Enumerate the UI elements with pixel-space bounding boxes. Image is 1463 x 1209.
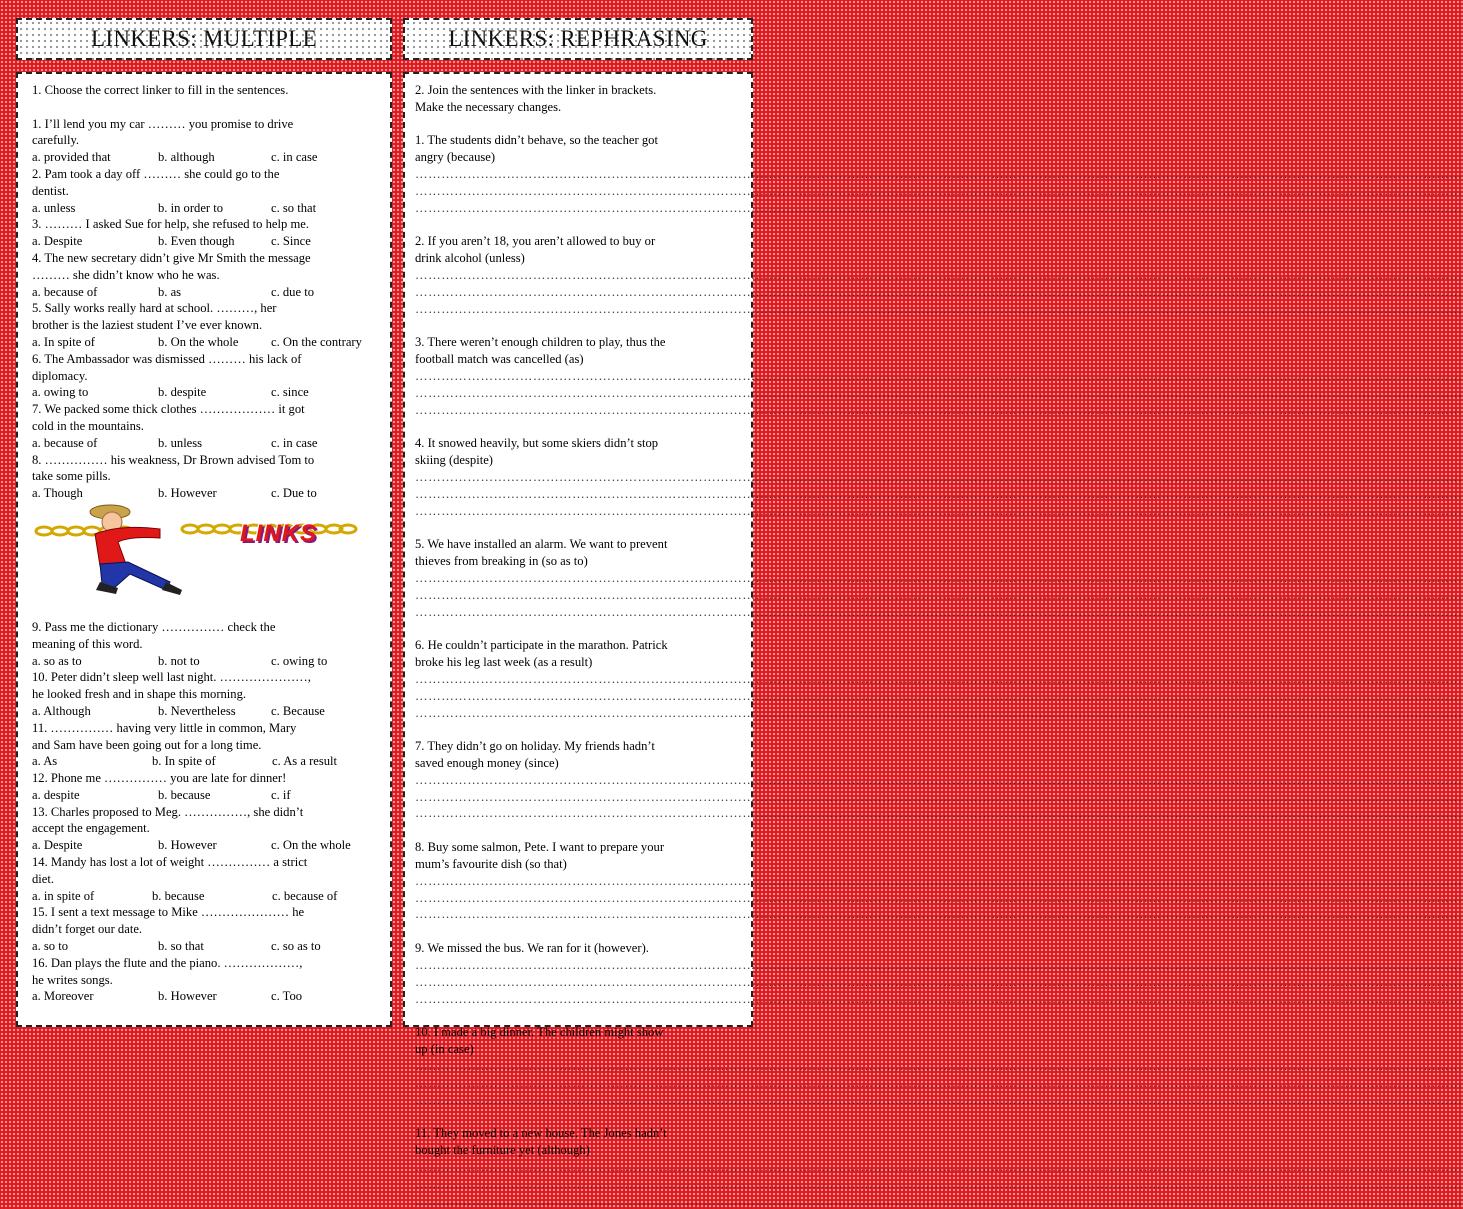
rephrasing-prompt: 6. He couldn’t participate in the marathon. Patrick [415, 638, 668, 653]
answer-line[interactable]: …………………………………………………………………………………………………………………………………………………………………………………………………………………… [415, 958, 1463, 973]
exercise-2-instruction [415, 82, 745, 116]
answer-line[interactable]: …………………………………………………………………………………………………………………………………………………………………………………………………………………… [415, 806, 1463, 821]
chain-pulling-man-image [30, 502, 360, 603]
question-text: he looked fresh and in shape this morning. [32, 687, 247, 702]
answer-options [32, 653, 384, 670]
answer-option[interactable]: b. as [158, 284, 182, 299]
question-text: diet. [32, 871, 55, 886]
rephrasing-prompt: drink alcohol (unless) [415, 251, 525, 266]
answer-option[interactable]: b. Nevertheless [158, 703, 236, 718]
answer-line[interactable]: …………………………………………………………………………………………………………………………………………………………………………………………………………………… [415, 284, 1463, 299]
answer-option[interactable]: c. Due to [271, 486, 317, 501]
answer-option[interactable]: c. As a result [272, 754, 338, 769]
answer-option[interactable]: a. unless [32, 200, 76, 215]
question-text: didn’t forget our date. [32, 922, 143, 937]
answer-option[interactable]: a. Despite [32, 234, 83, 249]
answer-line[interactable]: …………………………………………………………………………………………………………………………………………………………………………………………………………………… [415, 1092, 1463, 1107]
right-column [403, 18, 1463, 1208]
answer-line[interactable]: …………………………………………………………………………………………………………………………………………………………………………………………………………………… [415, 1176, 1463, 1191]
question-text: 9. Pass me the dictionary …………… check the [32, 619, 276, 634]
question-text: 6. The Ambassador was dismissed ……… his lack of [32, 351, 302, 366]
answer-line[interactable]: …………………………………………………………………………………………………………………………………………………………………………………………………………………… [415, 604, 1463, 619]
answer-option[interactable]: b. not to [158, 653, 200, 668]
answer-option[interactable]: b. In spite of [152, 754, 216, 769]
rephrasing-prompt: 9. We missed the bus. We ran for it (however). [415, 941, 649, 956]
answer-options [32, 888, 384, 905]
answer-option[interactable]: c. so that [271, 200, 317, 215]
question-text: 12. Phone me …………… you are late for dinner! [32, 771, 287, 786]
answer-line[interactable]: …………………………………………………………………………………………………………………………………………………………………………………………………………………… [415, 671, 1463, 686]
question-text: 7. We packed some thick clothes ……………… it got [32, 402, 305, 417]
answer-option[interactable]: b. because [158, 787, 211, 802]
answer-line[interactable]: …………………………………………………………………………………………………………………………………………………………………………………………………………………… [415, 705, 1463, 720]
rephrasing-item [415, 839, 1463, 923]
question-text: 3. ……… I asked Sue for help, she refused to help me. [32, 217, 309, 232]
answer-option[interactable]: b. Even though [158, 234, 235, 249]
answer-option[interactable]: b. although [158, 150, 215, 165]
rephrasing-prompt: angry (because) [415, 150, 496, 165]
question-text: 8. …………… his weakness, Dr Brown advised Tom to [32, 452, 315, 467]
question-text: meaning of this word. [32, 636, 143, 651]
answer-option[interactable]: b. despite [158, 385, 207, 400]
answer-line[interactable]: …………………………………………………………………………………………………………………………………………………………………………………………………………………… [415, 385, 1463, 400]
answer-line[interactable]: …………………………………………………………………………………………………………………………………………………………………………………………………………………… [415, 1160, 1463, 1175]
rephrasing-item [415, 940, 1463, 1007]
rephrasing-item [415, 435, 1463, 519]
rephrasing-prompt: broke his leg last week (as a result) [415, 655, 593, 670]
answer-option[interactable]: c. so as to [271, 939, 321, 954]
question-text: ……… she didn’t know who he was. [32, 267, 220, 282]
question-text: 4. The new secretary didn’t give Mr Smith the message [32, 250, 311, 265]
answer-option[interactable]: c. owing to [271, 653, 328, 668]
answer-line[interactable]: …………………………………………………………………………………………………………………………………………………………………………………………………………………… [415, 267, 1463, 282]
answer-line[interactable]: …………………………………………………………………………………………………………………………………………………………………………………………………………………… [415, 1193, 1463, 1208]
answer-options [32, 149, 384, 166]
answer-option[interactable]: a. because of [32, 284, 98, 299]
question-item [32, 250, 384, 300]
answer-options [32, 703, 384, 720]
answer-line[interactable]: …………………………………………………………………………………………………………………………………………………………………………………………………………………… [415, 890, 1463, 905]
answer-line[interactable]: …………………………………………………………………………………………………………………………………………………………………………………………………………………… [415, 1059, 1463, 1074]
answer-line[interactable]: …………………………………………………………………………………………………………………………………………………………………………………………………………………… [415, 368, 1463, 383]
question-text: diplomacy. [32, 368, 88, 383]
question-text: 15. I sent a text message to Mike ………………… he [32, 905, 305, 920]
instruction-line: Make the necessary changes. [415, 99, 562, 114]
rephrasing-prompt: 4. It snowed heavily, but some skiers didn’t stop [415, 436, 659, 451]
answer-line[interactable]: …………………………………………………………………………………………………………………………………………………………………………………………………………………… [415, 570, 1463, 585]
rephrasing-prompt: thieves from breaking in (so as to) [415, 554, 588, 569]
question-item [32, 401, 384, 451]
answer-line[interactable]: …………………………………………………………………………………………………………………………………………………………………………………………………………………… [415, 688, 1463, 703]
rephrasing-prompt: saved enough money (since) [415, 756, 559, 771]
rephrasing-prompt: up (in case) [415, 1042, 474, 1057]
answer-option[interactable]: c. Because [271, 703, 325, 718]
answer-line[interactable]: …………………………………………………………………………………………………………………………………………………………………………………………………………………… [415, 183, 1463, 198]
answer-option[interactable]: c. due to [271, 284, 315, 299]
answer-line[interactable]: …………………………………………………………………………………………………………………………………………………………………………………………………………………… [415, 166, 1463, 181]
answer-line[interactable]: …………………………………………………………………………………………………………………………………………………………………………………………………………………… [415, 469, 1463, 484]
rephrasing-item [415, 233, 1463, 317]
answer-line[interactable]: …………………………………………………………………………………………………………………………………………………………………………………………………………………… [415, 587, 1463, 602]
question-text: 16. Dan plays the flute and the piano. ………………, [32, 955, 303, 970]
answer-options [32, 435, 384, 452]
rephrasing-prompt: skiing (despite) [415, 453, 493, 468]
question-text: 5. Sally works really hard at school. ………, her [32, 301, 277, 316]
question-text: 2. Pam took a day off ……… she could go to the [32, 166, 280, 181]
answer-option[interactable]: b. unless [158, 435, 203, 450]
rephrasing-prompt: 2. If you aren’t 18, you aren’t allowed to buy or [415, 234, 656, 249]
answer-option[interactable]: a. so to [32, 939, 69, 954]
answer-line[interactable]: …………………………………………………………………………………………………………………………………………………………………………………………………………………… [415, 991, 1463, 1006]
question-item [32, 166, 384, 216]
question-item [32, 720, 384, 770]
answer-option[interactable]: a. In spite of [32, 334, 95, 349]
answer-options [32, 284, 384, 301]
answer-line[interactable]: …………………………………………………………………………………………………………………………………………………………………………………………………………………… [415, 974, 1463, 989]
answer-options [32, 200, 384, 217]
question-item [32, 669, 384, 719]
question-list-part-2 [32, 619, 384, 1005]
rephrasing-prompt: 5. We have installed an alarm. We want to prevent [415, 537, 668, 552]
answer-option[interactable]: c. if [271, 787, 291, 802]
question-item [32, 351, 384, 401]
exercise-1-instruction: 1. Choose the correct linker to fill in the sentences. [32, 83, 289, 97]
rephrasing-prompt: bought the furniture yet (although) [415, 1143, 590, 1158]
rephrasing-item [415, 1125, 1463, 1209]
answer-option[interactable]: a. As [32, 754, 58, 769]
question-item [32, 904, 384, 954]
answer-option[interactable]: c. Too [271, 989, 303, 1004]
right-title: LINKERS: REPHRASING [448, 26, 708, 51]
answer-option[interactable]: a. so as to [32, 653, 82, 668]
left-title: LINKERS: MULTIPLE [91, 26, 317, 51]
right-title-box [403, 18, 753, 60]
answer-options [32, 988, 384, 1005]
answer-line[interactable]: …………………………………………………………………………………………………………………………………………………………………………………………………………………… [415, 1075, 1463, 1090]
answer-line[interactable]: …………………………………………………………………………………………………………………………………………………………………………………………………………………… [415, 503, 1463, 518]
answer-option[interactable]: c. since [271, 385, 309, 400]
rephrasing-item [415, 536, 1463, 620]
rephrasing-item [415, 1024, 1463, 1108]
question-item [32, 216, 384, 250]
question-item [32, 116, 384, 166]
rephrasing-prompt: football match was cancelled (as) [415, 352, 584, 367]
answer-option[interactable]: b. However [158, 486, 217, 501]
question-item [32, 452, 384, 502]
answer-options [32, 938, 384, 955]
answer-line[interactable]: …………………………………………………………………………………………………………………………………………………………………………………………………………………… [415, 907, 1463, 922]
answer-options [32, 787, 384, 804]
rephrasing-prompt: 11. They moved to a new house. The Jones hadn’t [415, 1126, 667, 1141]
rephrasing-prompt: 3. There weren’t enough children to play, thus the [415, 335, 666, 350]
answer-option[interactable]: b. On the whole [158, 334, 239, 349]
answer-option[interactable]: a. Moreover [32, 989, 94, 1004]
rephrasing-prompt: 1. The students didn’t behave, so the teacher got [415, 133, 658, 148]
answer-option[interactable]: a. owing to [32, 385, 89, 400]
rephrasing-prompt: 10. I made a big dinner. The children might show [415, 1025, 664, 1040]
instruction-line: 2. Join the sentences with the linker in brackets. [415, 83, 657, 97]
question-text: 11. …………… having very little in common, Mary [32, 720, 297, 735]
answer-option[interactable]: c. On the whole [271, 838, 351, 853]
answer-option[interactable]: a. in spite of [32, 888, 95, 903]
answer-option[interactable]: a. despite [32, 787, 80, 802]
left-title-box [16, 18, 392, 60]
answer-option[interactable]: b. in order to [158, 200, 224, 215]
left-column [16, 18, 392, 1004]
rephrasing-item [415, 738, 1463, 822]
answer-option[interactable]: b. However [158, 989, 217, 1004]
answer-option[interactable]: a. Though [32, 486, 83, 501]
rephrasing-item [415, 132, 1463, 216]
answer-option[interactable]: c. in case [271, 150, 318, 165]
man-icon [90, 505, 182, 595]
question-item [32, 955, 384, 1005]
answer-options [32, 384, 384, 401]
answer-option[interactable]: a. because of [32, 435, 98, 450]
answer-line[interactable]: …………………………………………………………………………………………………………………………………………………………………………………………………………………… [415, 200, 1463, 215]
question-item [32, 854, 384, 904]
answer-option[interactable]: b. However [158, 838, 217, 853]
answer-option[interactable]: c. On the contrary [271, 334, 362, 349]
answer-line[interactable]: …………………………………………………………………………………………………………………………………………………………………………………………………………………… [415, 301, 1463, 316]
question-text: and Sam have been going out for a long time. [32, 737, 262, 752]
question-text: carefully. [32, 133, 80, 148]
answer-option[interactable]: a. Although [32, 703, 91, 718]
answer-option[interactable]: a. provided that [32, 150, 111, 165]
question-text: take some pills. [32, 469, 111, 484]
answer-line[interactable]: …………………………………………………………………………………………………………………………………………………………………………………………………………………… [415, 772, 1463, 787]
answer-option[interactable]: b. so that [158, 939, 204, 954]
links-word-art: LINKS [240, 519, 317, 547]
question-text: 10. Peter didn’t sleep well last night. …………………, [32, 670, 311, 685]
answer-options [32, 233, 384, 250]
answer-options [32, 753, 384, 770]
answer-option[interactable]: c. in case [271, 435, 318, 450]
question-text: brother is the laziest student I’ve ever known. [32, 318, 263, 333]
answer-options [32, 837, 384, 854]
question-text: 14. Mandy has lost a lot of weight …………… a strict [32, 855, 308, 870]
question-text: he writes songs. [32, 972, 113, 987]
question-item [32, 300, 384, 350]
question-item [32, 804, 384, 854]
answer-line[interactable]: …………………………………………………………………………………………………………………………………………………………………………………………………………………… [415, 873, 1463, 888]
answer-line[interactable]: …………………………………………………………………………………………………………………………………………………………………………………………………………………… [415, 789, 1463, 804]
answer-options [32, 485, 384, 502]
rephrasing-item [415, 637, 1463, 721]
answer-option[interactable]: c. Since [271, 234, 311, 249]
rephrasing-prompt: 7. They didn’t go on holiday. My friends hadn’t [415, 739, 655, 754]
question-text: 1. I’ll lend you my car ……… you promise to drive [32, 116, 294, 131]
answer-option[interactable]: a. Despite [32, 838, 83, 853]
question-text: cold in the mountains. [32, 418, 144, 433]
rephrasing-prompt: 8. Buy some salmon, Pete. I want to prepare your [415, 840, 665, 855]
multiple-choice-exercise [16, 72, 392, 1027]
answer-line[interactable]: …………………………………………………………………………………………………………………………………………………………………………………………………………………… [415, 486, 1463, 501]
rephrasing-exercise [403, 72, 1463, 1208]
rephrasing-item [415, 334, 1463, 418]
answer-option[interactable]: c. because of [272, 888, 338, 903]
question-text: 13. Charles proposed to Meg. ……………, she didn’t [32, 804, 304, 819]
rephrasing-prompt: mum’s favourite dish (so that) [415, 857, 567, 872]
question-list-part-1 [32, 116, 384, 502]
answer-options [32, 334, 384, 351]
answer-line[interactable]: …………………………………………………………………………………………………………………………………………………………………………………………………………………… [415, 402, 1463, 417]
links-illustration [30, 502, 384, 603]
rephrasing-list [415, 132, 1463, 1209]
question-item [32, 770, 384, 804]
question-text: dentist. [32, 183, 69, 198]
answer-option[interactable]: b. because [152, 888, 205, 903]
question-item [32, 619, 384, 669]
question-text: accept the engagement. [32, 821, 150, 836]
